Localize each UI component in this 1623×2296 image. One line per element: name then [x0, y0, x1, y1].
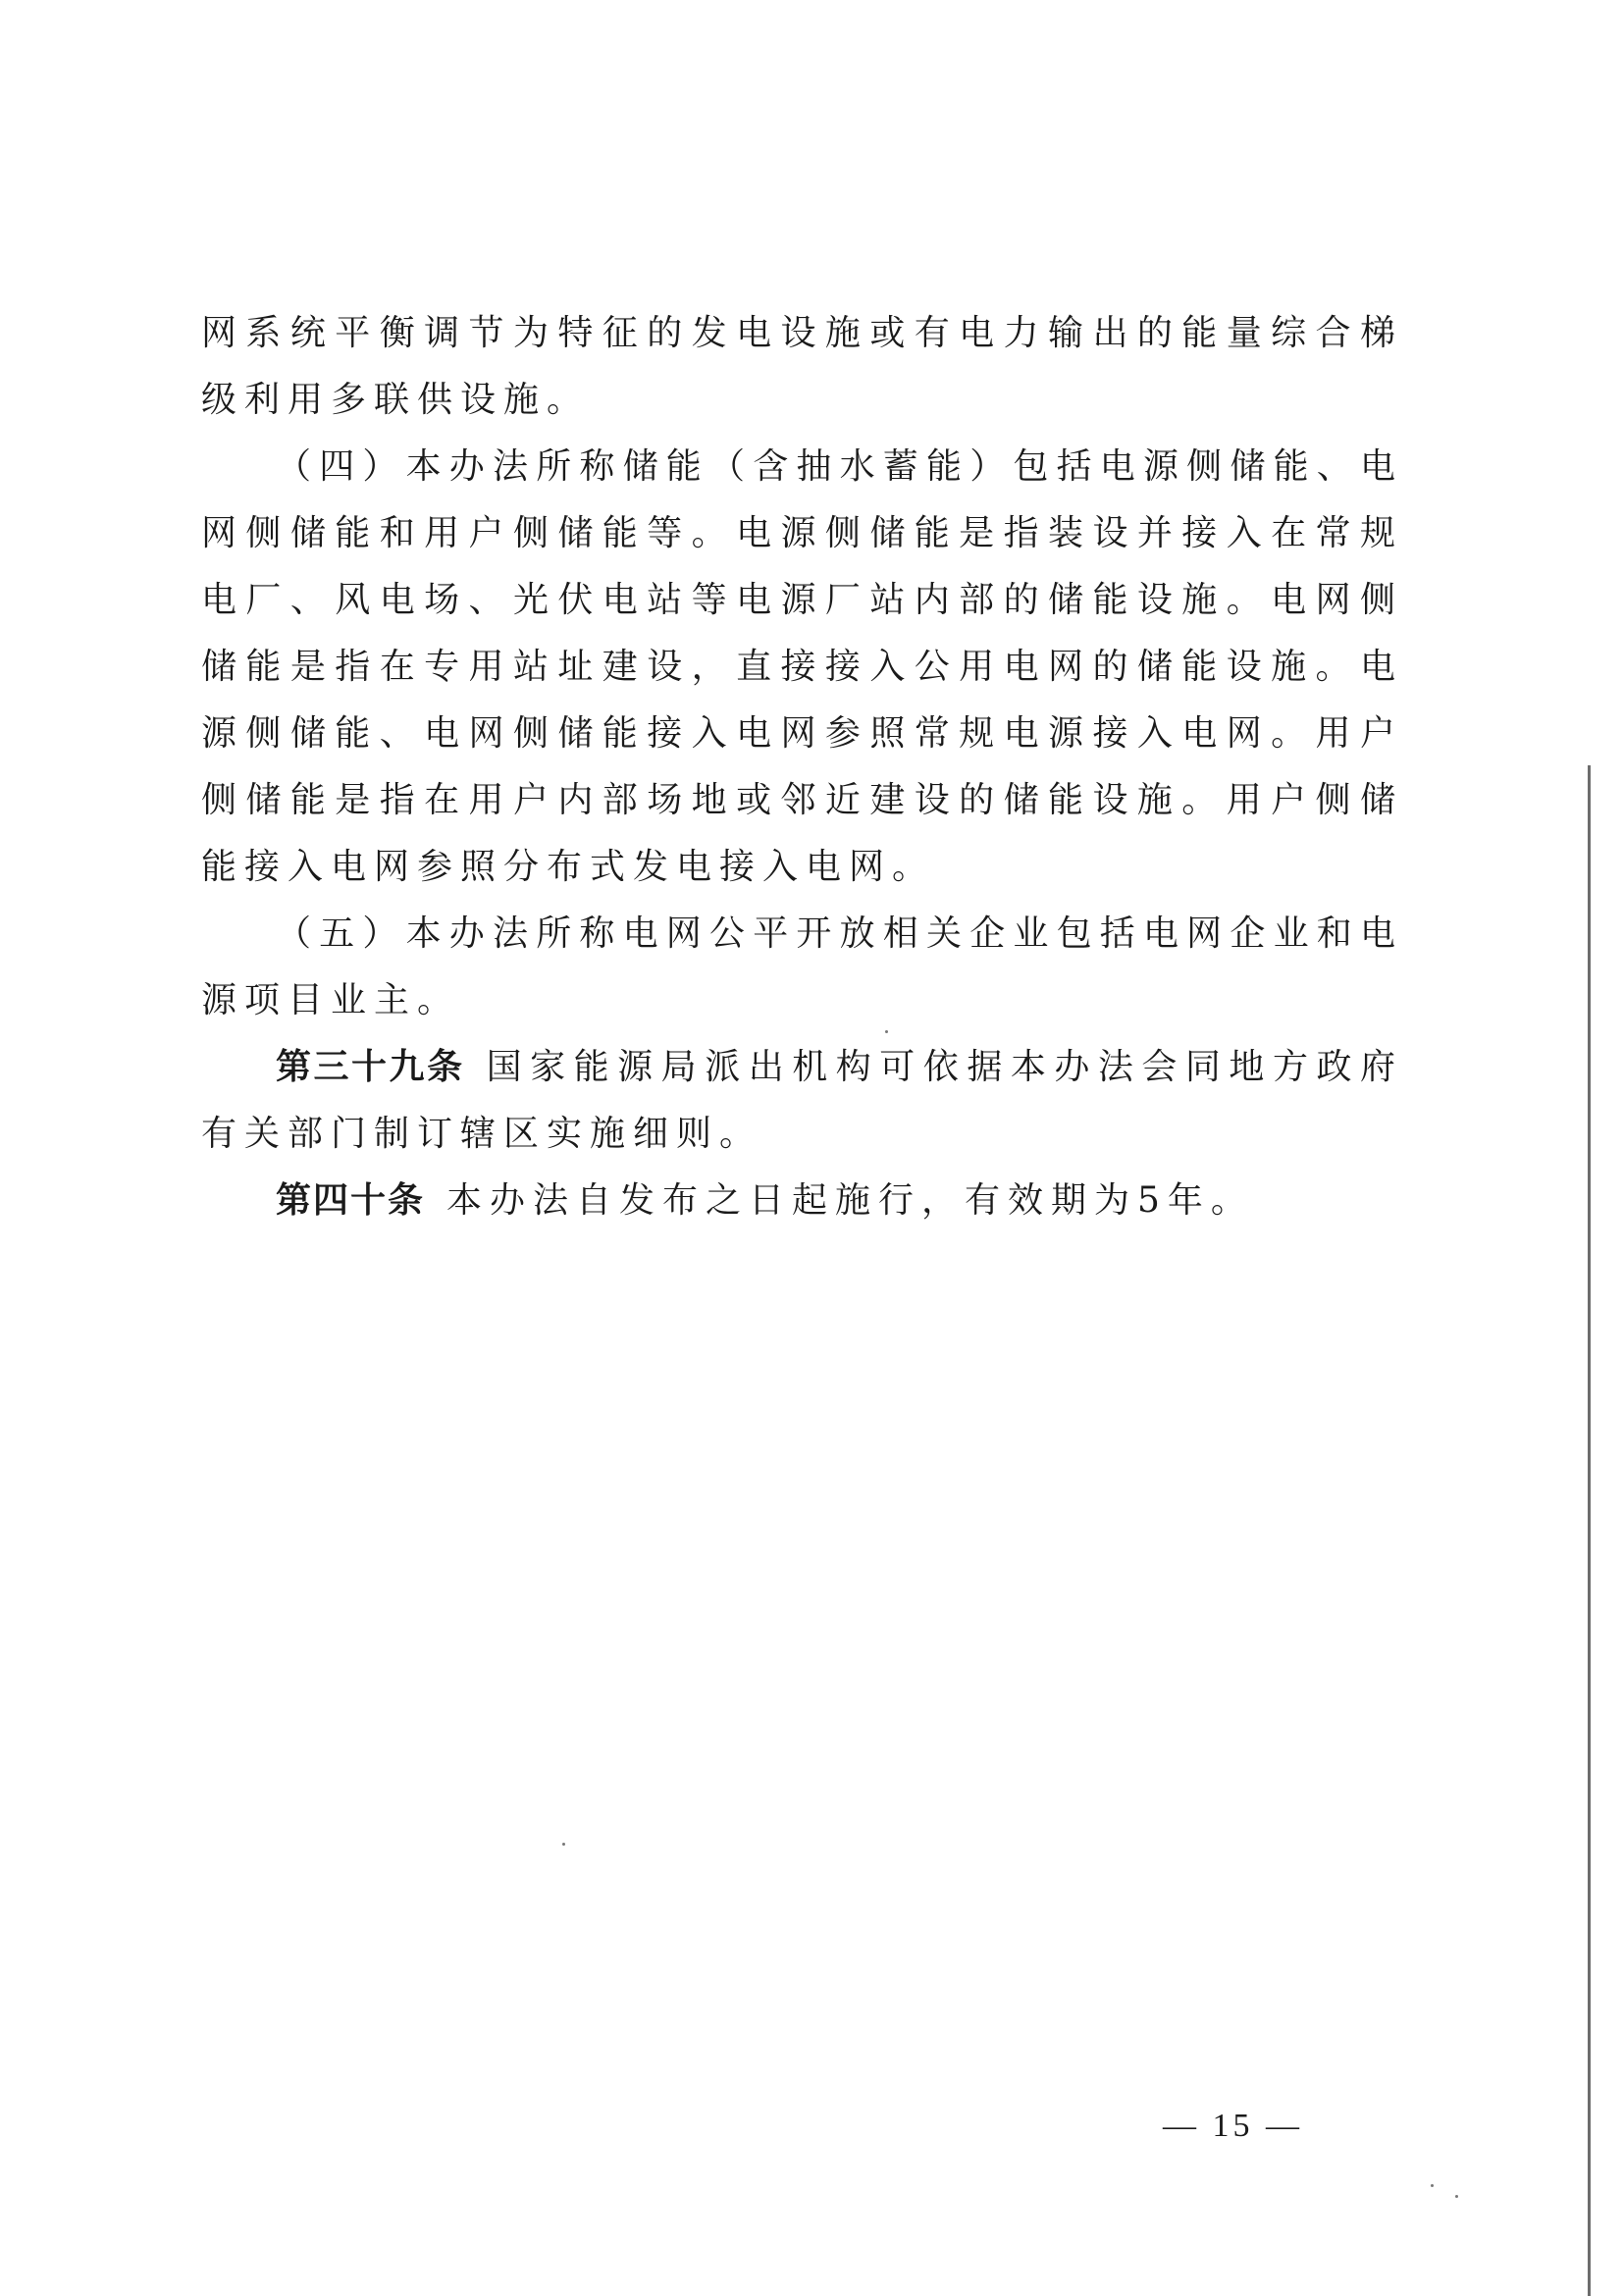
scan-speck: [562, 1843, 565, 1846]
article-39-number: 第三十九条: [276, 1047, 465, 1087]
scan-edge-line: [1588, 765, 1591, 2296]
scan-speck: [1431, 2184, 1434, 2187]
article-40: [201, 1168, 1403, 1234]
article-39-text: 国家能源局派出机构可依据本办法会同地方政府有关部门制订辖区实施细则。: [201, 1047, 1403, 1154]
page-number: — 15 —: [1163, 2108, 1303, 2144]
scan-speck: [1455, 2195, 1458, 2198]
article-40-text: 本办法自发布之日起施行，有效期为5年。: [446, 1180, 1254, 1221]
article-40-number: 第四十条: [276, 1180, 426, 1221]
paragraph-continuation: 网系统平衡调节为特征的发电设施或有电力输出的能量综合梯级利用多联供设施。: [201, 313, 1403, 420]
paragraph-item-four: （四）本办法所称储能（含抽水蓄能）包括电源侧储能、电网侧储能和用户侧储能等。电源侧储能是指装设并接入在常规电厂、风电场、光伏电站等电源厂站内部的储能设施。电网侧储能是指在专用站址建设，直接接入公用电网的储能设施。电源侧储能、电网侧储能接入电网参照常规电源接入电网。用户侧储能是指在用户内部场地或邻近建设的储能设施。用户侧储能接入电网参照分布式发电接入电网。: [201, 446, 1403, 887]
article-39: [201, 1034, 1403, 1168]
document-body: [201, 300, 1403, 1234]
scan-speck: [885, 1030, 888, 1033]
paragraph-item-five: （五）本办法所称电网公平开放相关企业包括电网企业和电源项目业主。: [201, 913, 1403, 1020]
